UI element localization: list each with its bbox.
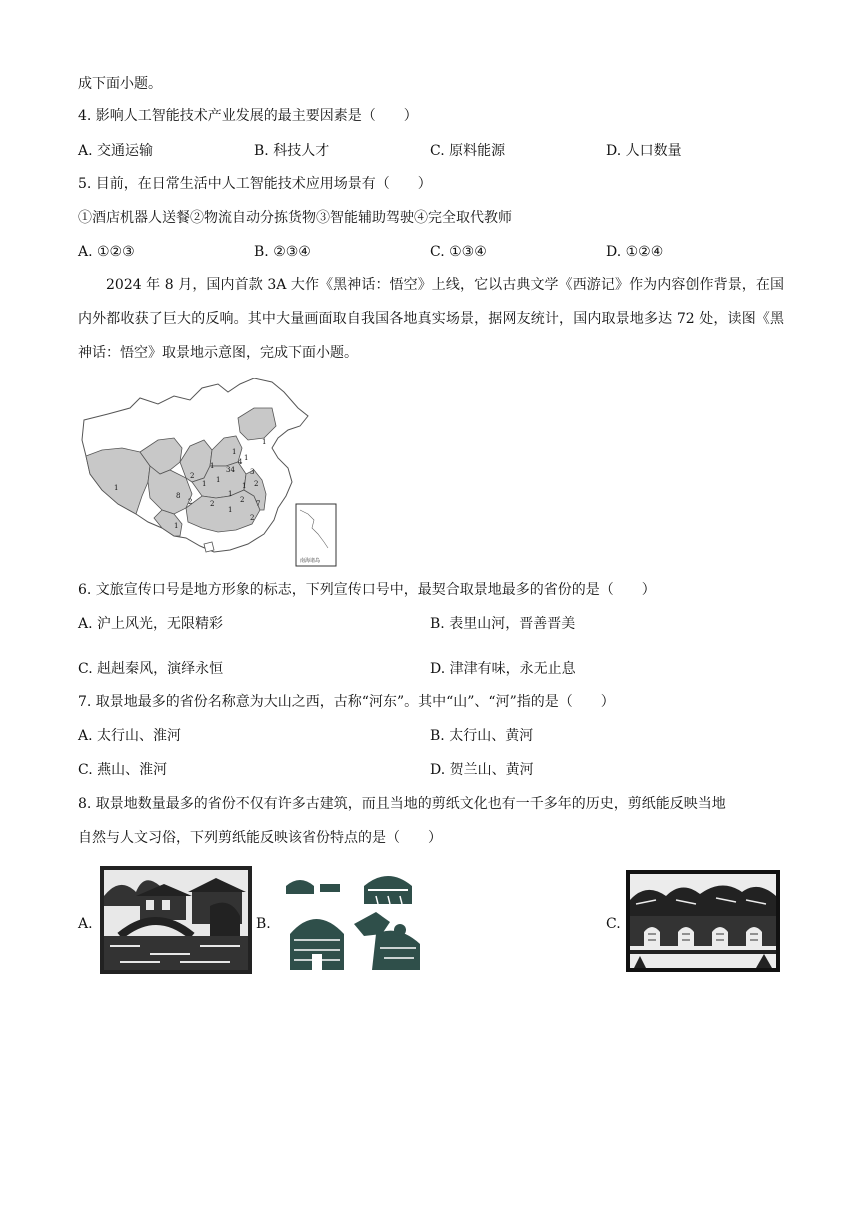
map-count: 2 <box>254 480 259 488</box>
map-count: 4 <box>238 458 243 466</box>
map-count: 7 <box>256 500 261 508</box>
map-count: 1 <box>210 462 215 470</box>
q6-option-d[interactable]: D. 津津有味，永无止息 <box>430 661 576 677</box>
q7-stem: 7. 取景地最多的省份名称意为大山之西，古称“河东”。其中“山”、“河”指的是（ ） <box>78 694 615 710</box>
map-count: 1 <box>114 484 119 492</box>
map-count: 1 <box>202 480 207 488</box>
q6-option-b[interactable]: B. 表里山河，晋善晋美 <box>430 616 576 632</box>
map-count: 2 <box>250 514 255 522</box>
inset-label: 南海诸岛 <box>300 558 321 564</box>
q5-option-a[interactable]: A. ①②③ <box>78 244 135 260</box>
papercut-cave-dwellings[interactable] <box>626 870 780 972</box>
map-count: 3 <box>250 468 255 476</box>
q4-option-d[interactable]: D. 人口数量 <box>606 143 682 159</box>
map-count: 1 <box>228 506 233 514</box>
q8-option-b-label[interactable]: B. <box>256 916 271 932</box>
q4-option-b[interactable]: B. 科技人才 <box>254 143 330 159</box>
q8-stem-line1: 8. 取景地数量最多的省份不仅有许多古建筑，而且当地的剪纸文化也有一千多年的历史，剪纸能反映当地 <box>78 796 726 812</box>
q7-option-a[interactable]: A. 太行山、淮河 <box>78 728 182 744</box>
hainan-island <box>204 542 214 552</box>
map-count: 1 <box>216 476 221 484</box>
q5-stem: 5. 目前，在日常生活中人工智能技术应用场景有（ ） <box>78 176 432 192</box>
map-count: 8 <box>176 492 181 500</box>
papercut-grassland-yurts[interactable] <box>280 864 426 974</box>
q7-option-d[interactable]: D. 贺兰山、黄河 <box>430 762 534 778</box>
papercut-water-town[interactable] <box>100 866 252 974</box>
map-count: 1 <box>174 522 179 530</box>
map-count: 34 <box>226 466 235 474</box>
china-filming-locations-map <box>78 378 340 568</box>
map-count: 2 <box>210 500 215 508</box>
q8-option-c-label[interactable]: C. <box>606 916 621 932</box>
map-count: 2 <box>240 496 245 504</box>
q4-option-c[interactable]: C. 原料能源 <box>430 143 506 159</box>
south-china-sea-inset <box>296 504 336 566</box>
map-count: 1 <box>228 490 233 498</box>
q7-option-b[interactable]: B. 太行山、黄河 <box>430 728 534 744</box>
q5-option-d[interactable]: D. ①②④ <box>606 244 664 260</box>
passage <box>78 268 784 370</box>
map-count: 1 <box>242 482 247 490</box>
q8-stem-line2: 自然与人文习俗，下列剪纸能反映该省份特点的是（ ） <box>78 830 442 846</box>
q4-option-a[interactable]: A. 交通运输 <box>78 143 154 159</box>
q5-option-b[interactable]: B. ②③④ <box>254 244 311 260</box>
q4-stem: 4. 影响人工智能技术产业发展的最主要因素是（ ） <box>78 108 418 124</box>
map-count: 1 <box>262 438 267 446</box>
q6-stem: 6. 文旅宣传口号是地方形象的标志，下列宣传口号中，最契合取景地最多的省份的是（ ） <box>78 582 656 598</box>
map-count: 2 <box>188 498 193 506</box>
intro-tail: 成下面小题。 <box>78 76 162 92</box>
q6-option-a[interactable]: A. 沪上风光，无限精彩 <box>78 616 224 632</box>
q6-option-c[interactable]: C. 赳赳秦风，演绎永恒 <box>78 661 224 677</box>
q7-option-c[interactable]: C. 燕山、淮河 <box>78 762 168 778</box>
q5-items: ①酒店机器人送餐②物流自动分拣货物③智能辅助驾驶④完全取代教师 <box>78 210 512 226</box>
map-count: 1 <box>232 448 237 456</box>
map-count: 2 <box>190 472 195 480</box>
q5-option-c[interactable]: C. ①③④ <box>430 244 487 260</box>
map-count: 1 <box>244 454 249 462</box>
passage-text: 2024 年 8 月，国内首款 3A 大作《黑神话：悟空》上线，它以古典文学《西游记》作为内容创作背景，在国内外都收获了巨大的反响。其中大量画面取自我国各地真实场景，据网友统计，国内取景地多达 72 处，读图《黑神话：悟空》取景地示意图，完成下面小题。 <box>78 277 784 361</box>
q8-option-a-label[interactable]: A. <box>78 916 93 932</box>
